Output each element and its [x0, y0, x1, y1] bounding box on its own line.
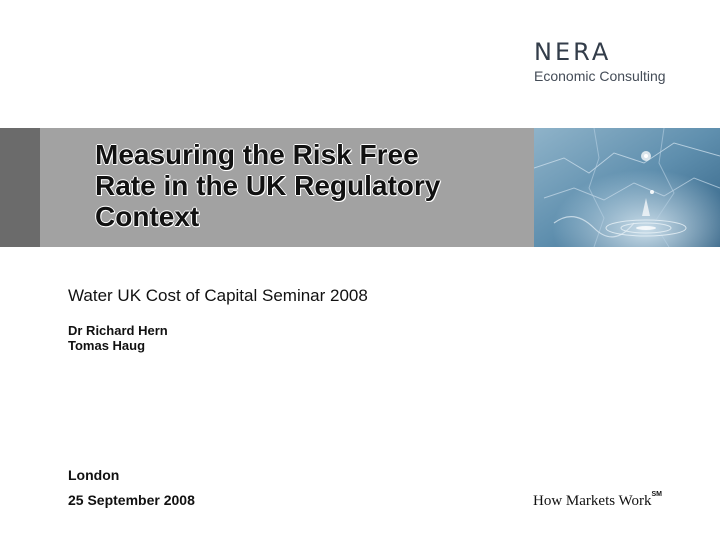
- author-name: Dr Richard Hern: [68, 323, 168, 338]
- seminar-name: Water UK Cost of Capital Seminar 2008: [68, 286, 368, 305]
- event-city: London: [68, 467, 120, 483]
- title-line-2: Rate in the UK Regulatory: [95, 170, 441, 201]
- event-date: 25 September 2008: [68, 492, 195, 508]
- slide-title: [95, 139, 565, 232]
- service-mark: SM: [651, 491, 662, 498]
- logo-name: NERA: [534, 38, 612, 66]
- authors-list: [68, 323, 168, 353]
- title-band: [0, 128, 720, 247]
- tagline-text: How Markets Work: [533, 493, 652, 509]
- band-gray-block: [40, 128, 534, 247]
- title-line-3: Context: [95, 201, 200, 232]
- author-name: Tomas Haug: [68, 338, 146, 353]
- nera-logo: [534, 38, 666, 84]
- water-map-image: [534, 128, 720, 247]
- logo-subtitle: Economic Consulting: [534, 68, 666, 84]
- tagline: [533, 492, 662, 510]
- title-line-1: Measuring the Risk Free: [95, 139, 419, 170]
- band-dark-block: [0, 128, 40, 247]
